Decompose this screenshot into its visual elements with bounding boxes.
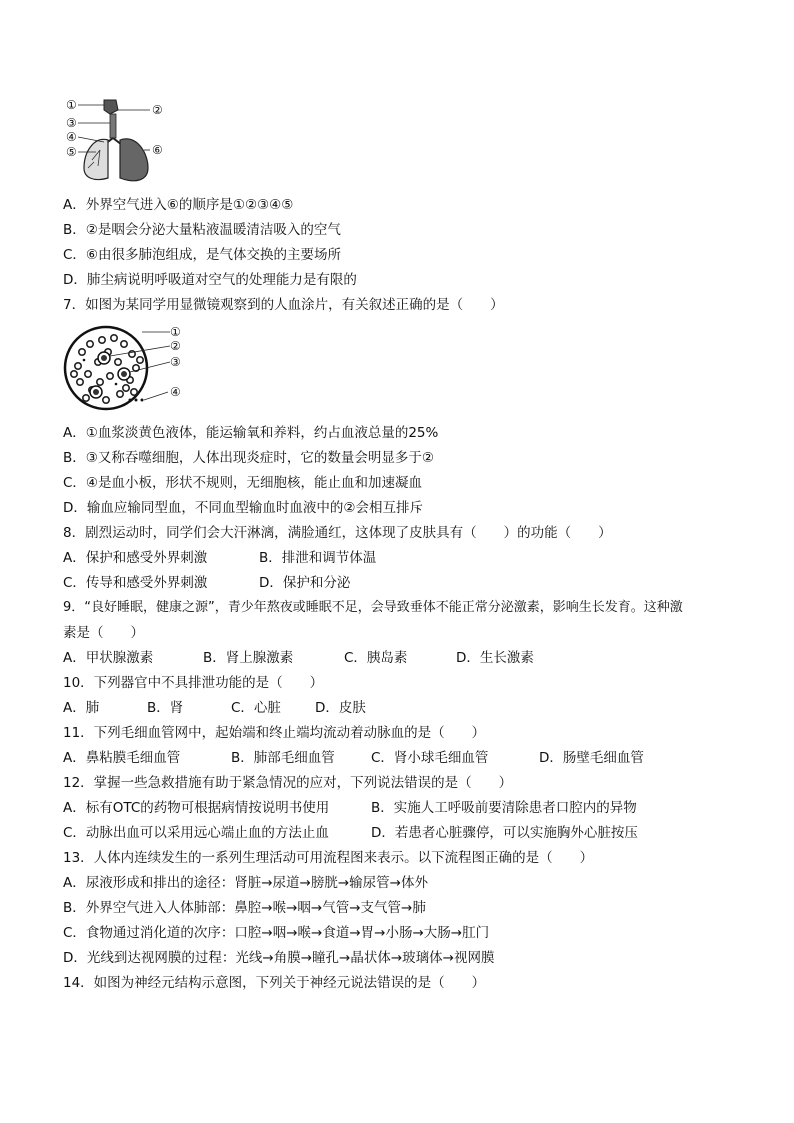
q11-option-a: A．鼻粘膜毛细血管 xyxy=(63,750,181,766)
q8-option-c: C．传导和感受外界刺激 xyxy=(63,575,208,591)
q6-option-a: A．外界空气进入⑥的顺序是①②③④⑤ xyxy=(63,197,294,213)
q7-option-d: D．输血应输同型血，不同血型输血时血液中的②会相互排斥 xyxy=(63,500,423,516)
q7-stem: 7．如图为某同学用显微镜观察到的人血涂片，有关叙述正确的是（ ） xyxy=(63,297,504,313)
q8-option-a: A．保护和感受外界刺激 xyxy=(63,550,208,566)
lung-label-6: ⑥ xyxy=(152,143,163,157)
q11-option-d: D．肠壁毛细血管 xyxy=(539,750,644,766)
q7-option-c: C．④是血小板，形状不规则，无细胞核，能止血和加速凝血 xyxy=(63,475,423,491)
q14-stem: 14．如图为神经元结构示意图，下列关于神经元说法错误的是（ ） xyxy=(63,975,486,991)
trachea-shape xyxy=(110,114,116,138)
q8-stem: 8．剧烈运动时，同学们会大汗淋漓，满脸通红，这体现了皮肤具有（ ）的功能（ ） xyxy=(63,525,612,541)
q9-stem-line2: 素是（ ） xyxy=(63,625,144,641)
q12-option-c: C．动脉出血可以采用远心端止血的方法止血 xyxy=(63,825,329,841)
q10-option-a: A．肺 xyxy=(63,700,100,716)
q13-option-b: B．外界空气进入人体肺部：鼻腔→喉→咽→气管→支气管→肺 xyxy=(63,900,426,916)
blood-label-4: ④ xyxy=(170,385,181,399)
q12-stem: 12．掌握一些急救措施有助于紧急情况的应对，下列说法错误的是（ ） xyxy=(63,775,513,791)
q11-option-b: B．肺部毛细血管 xyxy=(231,750,335,766)
q9-option-d: D．生长激素 xyxy=(456,650,534,666)
q6-option-b: B．②是咽会分泌大量粘液温暖清洁吸入的空气 xyxy=(63,222,341,238)
blood-label-2: ② xyxy=(170,339,181,353)
lung-label-4: ④ xyxy=(66,130,77,144)
blood-label-3: ③ xyxy=(170,355,181,369)
q6-option-c: C．⑥由很多肺泡组成，是气体交换的主要场所 xyxy=(63,247,342,263)
q11-option-c: C．肾小球毛细血管 xyxy=(371,750,489,766)
blood-smear-figure xyxy=(62,322,186,414)
q9-option-c: C．胰岛素 xyxy=(344,650,408,666)
q7-option-a: A．①血浆淡黄色液体，能运输氧和养料，约占血液总量的25% xyxy=(63,425,439,441)
q9-option-b: B．肾上腺激素 xyxy=(203,650,294,666)
q10-option-b: B．肾 xyxy=(147,700,184,716)
q12-option-a: A．标有OTC的药物可根据病情按说明书使用 xyxy=(63,800,330,816)
q6-option-d: D．肺尘病说明呼吸道对空气的处理能力是有限的 xyxy=(63,272,357,288)
lung-label-5: ⑤ xyxy=(66,145,77,159)
q10-option-d: D．皮肤 xyxy=(315,700,366,716)
q13-option-a: A．尿液形成和排出的途径：肾脏→尿道→膀胱→输尿管→体外 xyxy=(63,875,428,891)
q7-option-b: B．③又称吞噬细胞，人体出现炎症时，它的数量会明显多于② xyxy=(63,450,434,466)
q12-option-b: B．实施人工呼吸前要清除患者口腔内的异物 xyxy=(371,800,637,816)
nasal-cavity-shape xyxy=(104,100,118,114)
lung-label-2: ② xyxy=(152,103,163,117)
lung-label-3: ③ xyxy=(66,116,77,130)
q10-stem: 10．下列器官中不具排泄功能的是（ ） xyxy=(63,675,324,691)
q9-option-a: A．甲状腺激素 xyxy=(63,650,154,666)
lung-label-1: ① xyxy=(66,98,77,112)
q10-option-c: C．心脏 xyxy=(231,700,281,716)
q8-option-b: B．排泄和调节体温 xyxy=(259,550,377,566)
blood-label-1: ① xyxy=(170,325,181,339)
left-lung-shape xyxy=(84,139,108,179)
respiratory-system-figure xyxy=(64,96,174,186)
right-lung-shape xyxy=(120,139,148,181)
q8-option-d: D．保护和分泌 xyxy=(259,575,351,591)
q9-stem-line1: 9．“良好睡眠，健康之源”，青少年熬夜或睡眠不足，会导致垂体不能正常分泌激素，影响生长发育。这种激 xyxy=(63,600,683,615)
q13-option-d: D．光线到达视网膜的过程：光线→角膜→瞳孔→晶状体→玻璃体→视网膜 xyxy=(63,950,495,966)
q13-stem: 13．人体内连续发生的一系列生理活动可用流程图来表示。以下流程图正确的是（ ） xyxy=(63,850,594,866)
q11-stem: 11．下列毛细血管网中，起始端和终止端均流动着动脉血的是（ ） xyxy=(63,725,486,741)
q13-option-c: C．食物通过消化道的次序：口腔→咽→喉→食道→胃→小肠→大肠→肛门 xyxy=(63,925,490,941)
q12-option-d: D．若患者心脏骤停，可以实施胸外心脏按压 xyxy=(371,825,638,841)
